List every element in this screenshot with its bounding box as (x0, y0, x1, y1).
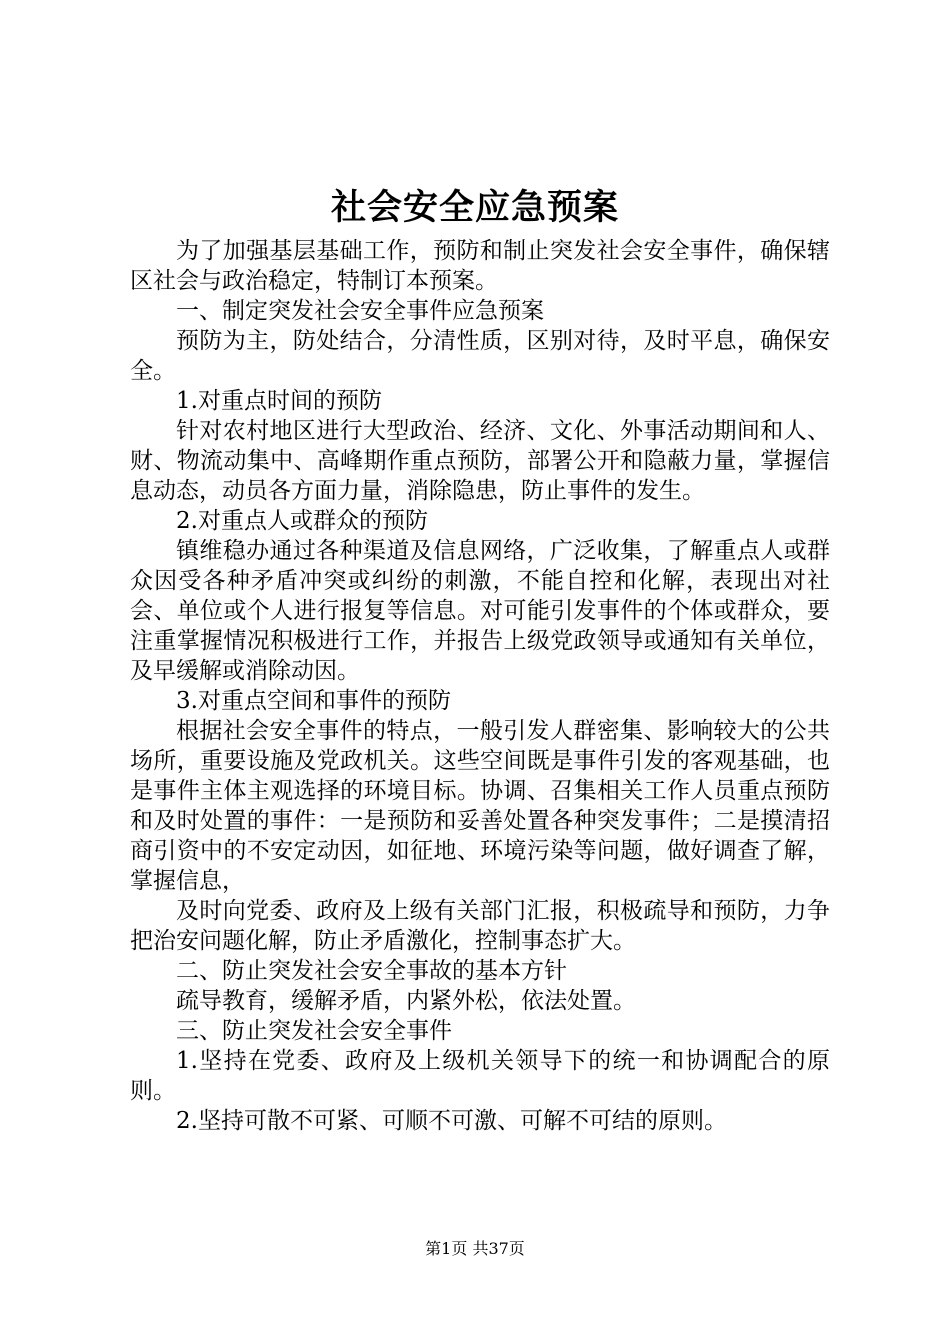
paragraph: 2.坚持可散不可紧、可顺不可激、可解不可结的原则。 (176, 1108, 727, 1134)
paragraph-intro: 为了加强基层基础工作，预防和制止突发社会安全事件，确保辖区社会与政治稳定，特制订本预案。 (130, 238, 830, 294)
paragraph: 针对农村地区进行大型政治、经济、文化、外事活动期间和人、财、物流动集中、高峰期作重点预防，部署公开和隐蔽力量，掌握信息动态，动员各方面力量，消除隐患，防止事件的发生。 (130, 418, 830, 504)
paragraph: 及时向党委、政府及上级有关部门汇报，积极疏导和预防，力争把治安问题化解，防止矛盾激化，控制事态扩大。 (130, 898, 830, 954)
section-heading-3: 三、防止突发社会安全事件 (176, 1018, 452, 1044)
paragraph: 疏导教育，缓解矛盾，内紧外松，依法处置。 (176, 988, 636, 1014)
page-number-footer: 第1页 共37页 (425, 1239, 525, 1258)
paragraph: 预防为主，防处结合，分清性质，区别对待，及时平息，确保安全。 (130, 328, 830, 384)
subheading: 1.对重点时间的预防 (176, 388, 382, 414)
paragraph: 根据社会安全事件的特点，一般引发人群密集、影响较大的公共场所，重要设施及党政机关。这些空间既是事件引发的客观基础，也是事件主体主观选择的环境目标。协调、召集相关工作人员重点预防和及时处置的事件：一是预防和妥善处置各种突发事件；二是摸清招商引资中的不安定动因，如征地、环境污染等问题，做好调查了解，掌握信息， (130, 718, 830, 894)
section-heading-1: 一、制定突发社会安全事件应急预案 (176, 298, 544, 324)
section-heading-2: 二、防止突发社会安全事故的基本方针 (176, 958, 567, 984)
subheading: 3.对重点空间和事件的预防 (176, 688, 451, 714)
subheading: 2.对重点人或群众的预防 (176, 508, 428, 534)
document-title: 社会安全应急预案 (330, 187, 619, 228)
paragraph: 镇维稳办通过各种渠道及信息网络，广泛收集，了解重点人或群众因受各种矛盾冲突或纠纷的刺激，不能自控和化解，表现出对社会、单位或个人进行报复等信息。对可能引发事件的个体或群众，要注重掌握情况积极进行工作，并报告上级党政领导或通知有关单位，及早缓解或消除动因。 (130, 538, 830, 684)
document-body (130, 236, 830, 1136)
paragraph: 1.坚持在党委、政府及上级机关领导下的统一和协调配合的原则。 (130, 1048, 830, 1104)
